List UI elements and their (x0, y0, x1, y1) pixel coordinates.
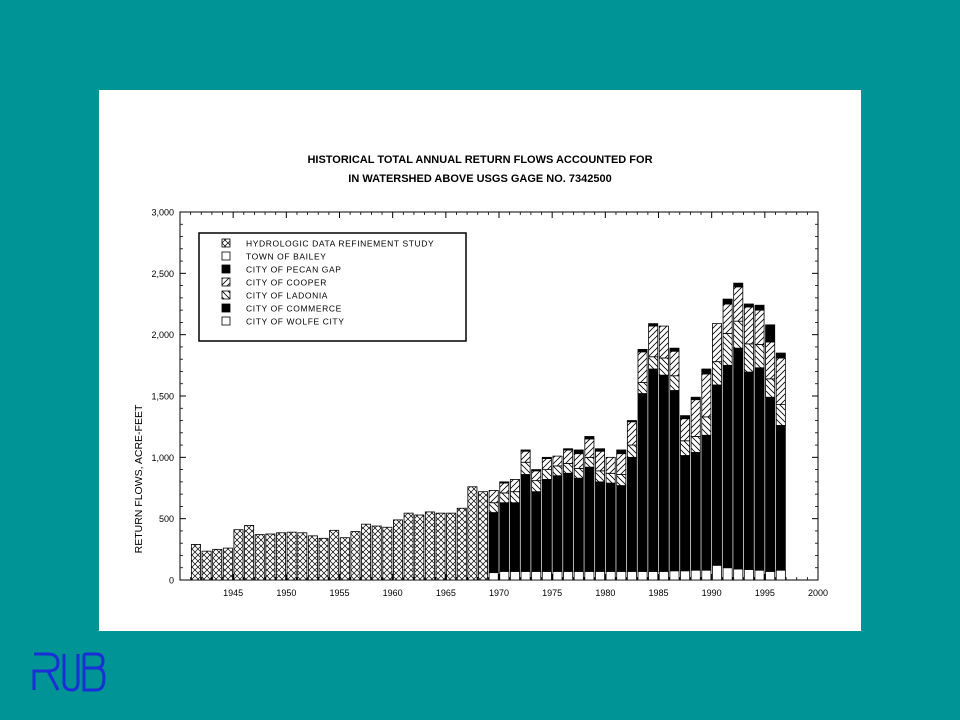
bar-segment (532, 571, 541, 580)
bar-segment (659, 375, 668, 571)
x-tick-label: 1950 (276, 588, 297, 598)
bar-segment (606, 457, 615, 473)
bar-segment (510, 492, 519, 503)
bar-segment (766, 571, 775, 580)
bar-cap (723, 299, 732, 304)
bar-segment (500, 571, 509, 580)
bar-segment (744, 372, 753, 569)
bar-segment (521, 571, 530, 580)
bar-cap (649, 324, 658, 326)
y-tick-label: 1,000 (151, 452, 174, 463)
bar-segment (702, 570, 711, 580)
bar-segment (776, 405, 785, 426)
bar-segment (659, 358, 668, 375)
bar-cap (564, 449, 573, 450)
bar-cap (755, 305, 764, 310)
bar-segment (574, 454, 583, 469)
bar-segment (489, 490, 498, 502)
bar-segment (670, 351, 679, 376)
bar-historical (319, 538, 328, 580)
bar-segment (755, 344, 764, 367)
bar-cap (595, 449, 604, 451)
y-axis-label: RETURN FLOWS, ACRE-FEET (133, 404, 145, 554)
bar-segment (595, 451, 604, 471)
bar-segment (744, 344, 753, 372)
bar-segment (489, 513, 498, 573)
bar-segment (542, 479, 551, 571)
bar-historical (298, 533, 307, 580)
bar-segment (766, 397, 775, 571)
bar-segment (627, 445, 636, 457)
legend-label: CITY OF WOLFE CITY (246, 316, 345, 327)
bar-historical (457, 508, 466, 580)
legend-label: CITY OF PECAN GAP (246, 264, 342, 275)
bar-segment (606, 473, 615, 483)
bar-segment (489, 503, 498, 513)
bar-cap (744, 304, 753, 307)
bar-historical (351, 532, 360, 580)
bar-historical (404, 513, 413, 580)
y-tick-label: 2,000 (151, 330, 174, 341)
bar-segment (712, 324, 721, 362)
bar-segment (553, 571, 562, 580)
bar-segment (510, 479, 519, 491)
bar-segment (574, 478, 583, 571)
legend-swatch (222, 239, 230, 247)
bar-segment (489, 573, 498, 580)
bar-segment (585, 571, 594, 580)
bar-segment (670, 376, 679, 391)
bar-segment (712, 565, 721, 580)
x-tick-label: 1955 (329, 588, 350, 598)
bar-segment (627, 422, 636, 445)
bar-cap (532, 470, 541, 471)
bar-historical (468, 487, 477, 580)
bar-cap (681, 416, 690, 419)
bar-historical (234, 530, 243, 580)
chart-title-line2: IN WATERSHED ABOVE USGS GAGE NO. 7342500 (348, 173, 612, 185)
chart-title-line1: HISTORICAL TOTAL ANNUAL RETURN FLOWS ACCOUNTED FOR (307, 154, 653, 166)
x-tick-label: 1970 (488, 588, 510, 598)
bar-historical (447, 513, 456, 580)
x-tick-label: 1985 (648, 588, 669, 598)
legend-label: HYDROLOGIC DATA REFINEMENT STUDY (246, 238, 435, 249)
x-tick-label: 1960 (382, 588, 403, 598)
legend-swatch (222, 252, 230, 260)
bar-segment (681, 455, 690, 570)
bar-cap (670, 348, 679, 351)
bar-historical (223, 548, 232, 580)
legend-swatch (222, 278, 230, 286)
bar-segment (649, 326, 658, 357)
bar-segment (564, 463, 573, 473)
bar-segment (595, 571, 604, 580)
legend-label: TOWN OF BAILEY (246, 251, 327, 262)
rjb-logo (30, 650, 106, 696)
bar-segment (521, 451, 530, 462)
bar-segment (659, 571, 668, 580)
bar-segment (532, 492, 541, 572)
y-tick-label: 2,500 (151, 268, 174, 279)
bar-segment (702, 374, 711, 417)
bar-historical (213, 549, 222, 580)
bar-historical (362, 524, 371, 580)
bar-segment (649, 357, 658, 369)
bar-segment (734, 321, 743, 348)
bar-segment (542, 470, 551, 480)
bar-segment (723, 333, 732, 365)
bar-segment (723, 304, 732, 333)
bar-historical (478, 492, 487, 580)
bar-segment (606, 571, 615, 580)
bar-cap (766, 325, 775, 342)
legend-swatch (222, 304, 230, 312)
bar-historical (372, 526, 381, 580)
bar-cap (574, 450, 583, 454)
bar-segment (723, 568, 732, 580)
bar-cap (617, 450, 626, 454)
bar-segment (766, 342, 775, 379)
bar-segment (776, 425, 785, 570)
bar-segment (627, 457, 636, 571)
bar-segment (744, 307, 753, 344)
bar-segment (500, 493, 509, 503)
bar-historical (287, 532, 296, 580)
bar-segment (595, 482, 604, 572)
legend-label: CITY OF COOPER (246, 277, 327, 288)
bar-segment (734, 287, 743, 321)
bar-cap (585, 436, 594, 438)
legend (199, 233, 466, 341)
bar-segment (564, 571, 573, 580)
bar-segment (542, 571, 551, 580)
bar-segment (691, 570, 700, 580)
x-tick-label: 1965 (435, 588, 456, 598)
x-tick-label: 2000 (807, 588, 829, 598)
bar-historical (340, 538, 349, 580)
bar-segment (649, 571, 658, 580)
legend-swatch (222, 317, 230, 325)
bar-historical (191, 544, 200, 580)
bar-historical (436, 513, 445, 580)
bar-segment (776, 358, 785, 405)
bar-segment (500, 483, 509, 493)
y-tick-label: 500 (158, 514, 174, 525)
bar-segment (681, 419, 690, 441)
bar-segment (521, 462, 530, 474)
return-flows-chart (99, 90, 861, 631)
bar-segment (691, 400, 700, 437)
bar-segment (638, 571, 647, 580)
bar-cap (691, 397, 700, 399)
y-tick-label: 1,500 (151, 391, 174, 402)
bar-segment (532, 471, 541, 481)
bar-segment (627, 571, 636, 580)
bar-segment (723, 365, 732, 567)
legend-swatch (222, 265, 230, 273)
bar-segment (617, 571, 626, 580)
bar-historical (308, 536, 317, 580)
bar-cap (627, 421, 636, 422)
bar-segment (553, 456, 562, 466)
bar-segment (649, 369, 658, 571)
bar-segment (510, 503, 519, 572)
bar-segment (500, 503, 509, 572)
bar-segment (542, 459, 551, 470)
bar-historical (245, 525, 254, 580)
bar-cap (734, 283, 743, 287)
bar-segment (532, 481, 541, 492)
bar-segment (585, 467, 594, 571)
bar-segment (564, 473, 573, 571)
bar-cap (702, 369, 711, 374)
bar-cap (521, 450, 530, 451)
bar-segment (617, 475, 626, 486)
legend-swatch (222, 291, 230, 299)
bar-cap (638, 349, 647, 351)
bar-segment (638, 352, 647, 383)
bar-segment (574, 468, 583, 478)
bar-segment (766, 379, 775, 397)
x-tick-label: 1945 (223, 588, 244, 598)
bar-segment (734, 569, 743, 580)
bar-cap (776, 353, 785, 358)
bar-segment (776, 570, 785, 580)
bar-segment (691, 436, 700, 452)
bar-historical (330, 530, 339, 580)
bar-segment (670, 390, 679, 570)
bar-segment (712, 385, 721, 565)
legend-label: CITY OF COMMERCE (246, 303, 342, 314)
bar-segment (521, 475, 530, 572)
legend-label: CITY OF LADONIA (246, 290, 329, 301)
bar-cap (500, 482, 509, 483)
bar-segment (574, 571, 583, 580)
bar-segment (510, 571, 519, 580)
x-tick-label: 1990 (701, 588, 722, 598)
bar-segment (638, 394, 647, 572)
bar-segment (617, 486, 626, 572)
bar-segment (670, 571, 679, 580)
bar-segment (606, 483, 615, 571)
chart-panel (99, 90, 861, 631)
x-tick-label: 1975 (542, 588, 563, 598)
bar-segment (755, 368, 764, 570)
bar-segment (638, 383, 647, 394)
bar-segment (595, 471, 604, 482)
bar-segment (681, 441, 690, 456)
bar-segment (564, 450, 573, 463)
y-tick-label: 0 (168, 575, 174, 586)
bar-segment (712, 362, 721, 385)
bar-segment (585, 457, 594, 467)
bar-segment (585, 439, 594, 457)
bar-segment (734, 348, 743, 569)
bar-segment (691, 452, 700, 570)
bar-historical (255, 535, 264, 580)
bar-segment (702, 435, 711, 570)
bar-segment (681, 571, 690, 580)
bar-historical (393, 520, 402, 580)
bar-historical (383, 527, 392, 580)
y-tick-label: 3,000 (151, 207, 174, 218)
bar-segment (659, 326, 668, 358)
bar-segment (702, 417, 711, 435)
bar-historical (415, 515, 424, 580)
bar-historical (266, 534, 275, 580)
bar-cap (542, 457, 551, 458)
x-tick-label: 1995 (754, 588, 775, 598)
bar-segment (755, 310, 764, 344)
bar-historical (425, 512, 434, 580)
bar-historical (276, 533, 285, 580)
bar-segment (617, 454, 626, 475)
bar-segment (755, 570, 764, 580)
bar-segment (744, 570, 753, 580)
bar-historical (202, 551, 211, 580)
x-tick-label: 1980 (595, 588, 616, 598)
bar-segment (553, 466, 562, 476)
bar-segment (553, 476, 562, 572)
